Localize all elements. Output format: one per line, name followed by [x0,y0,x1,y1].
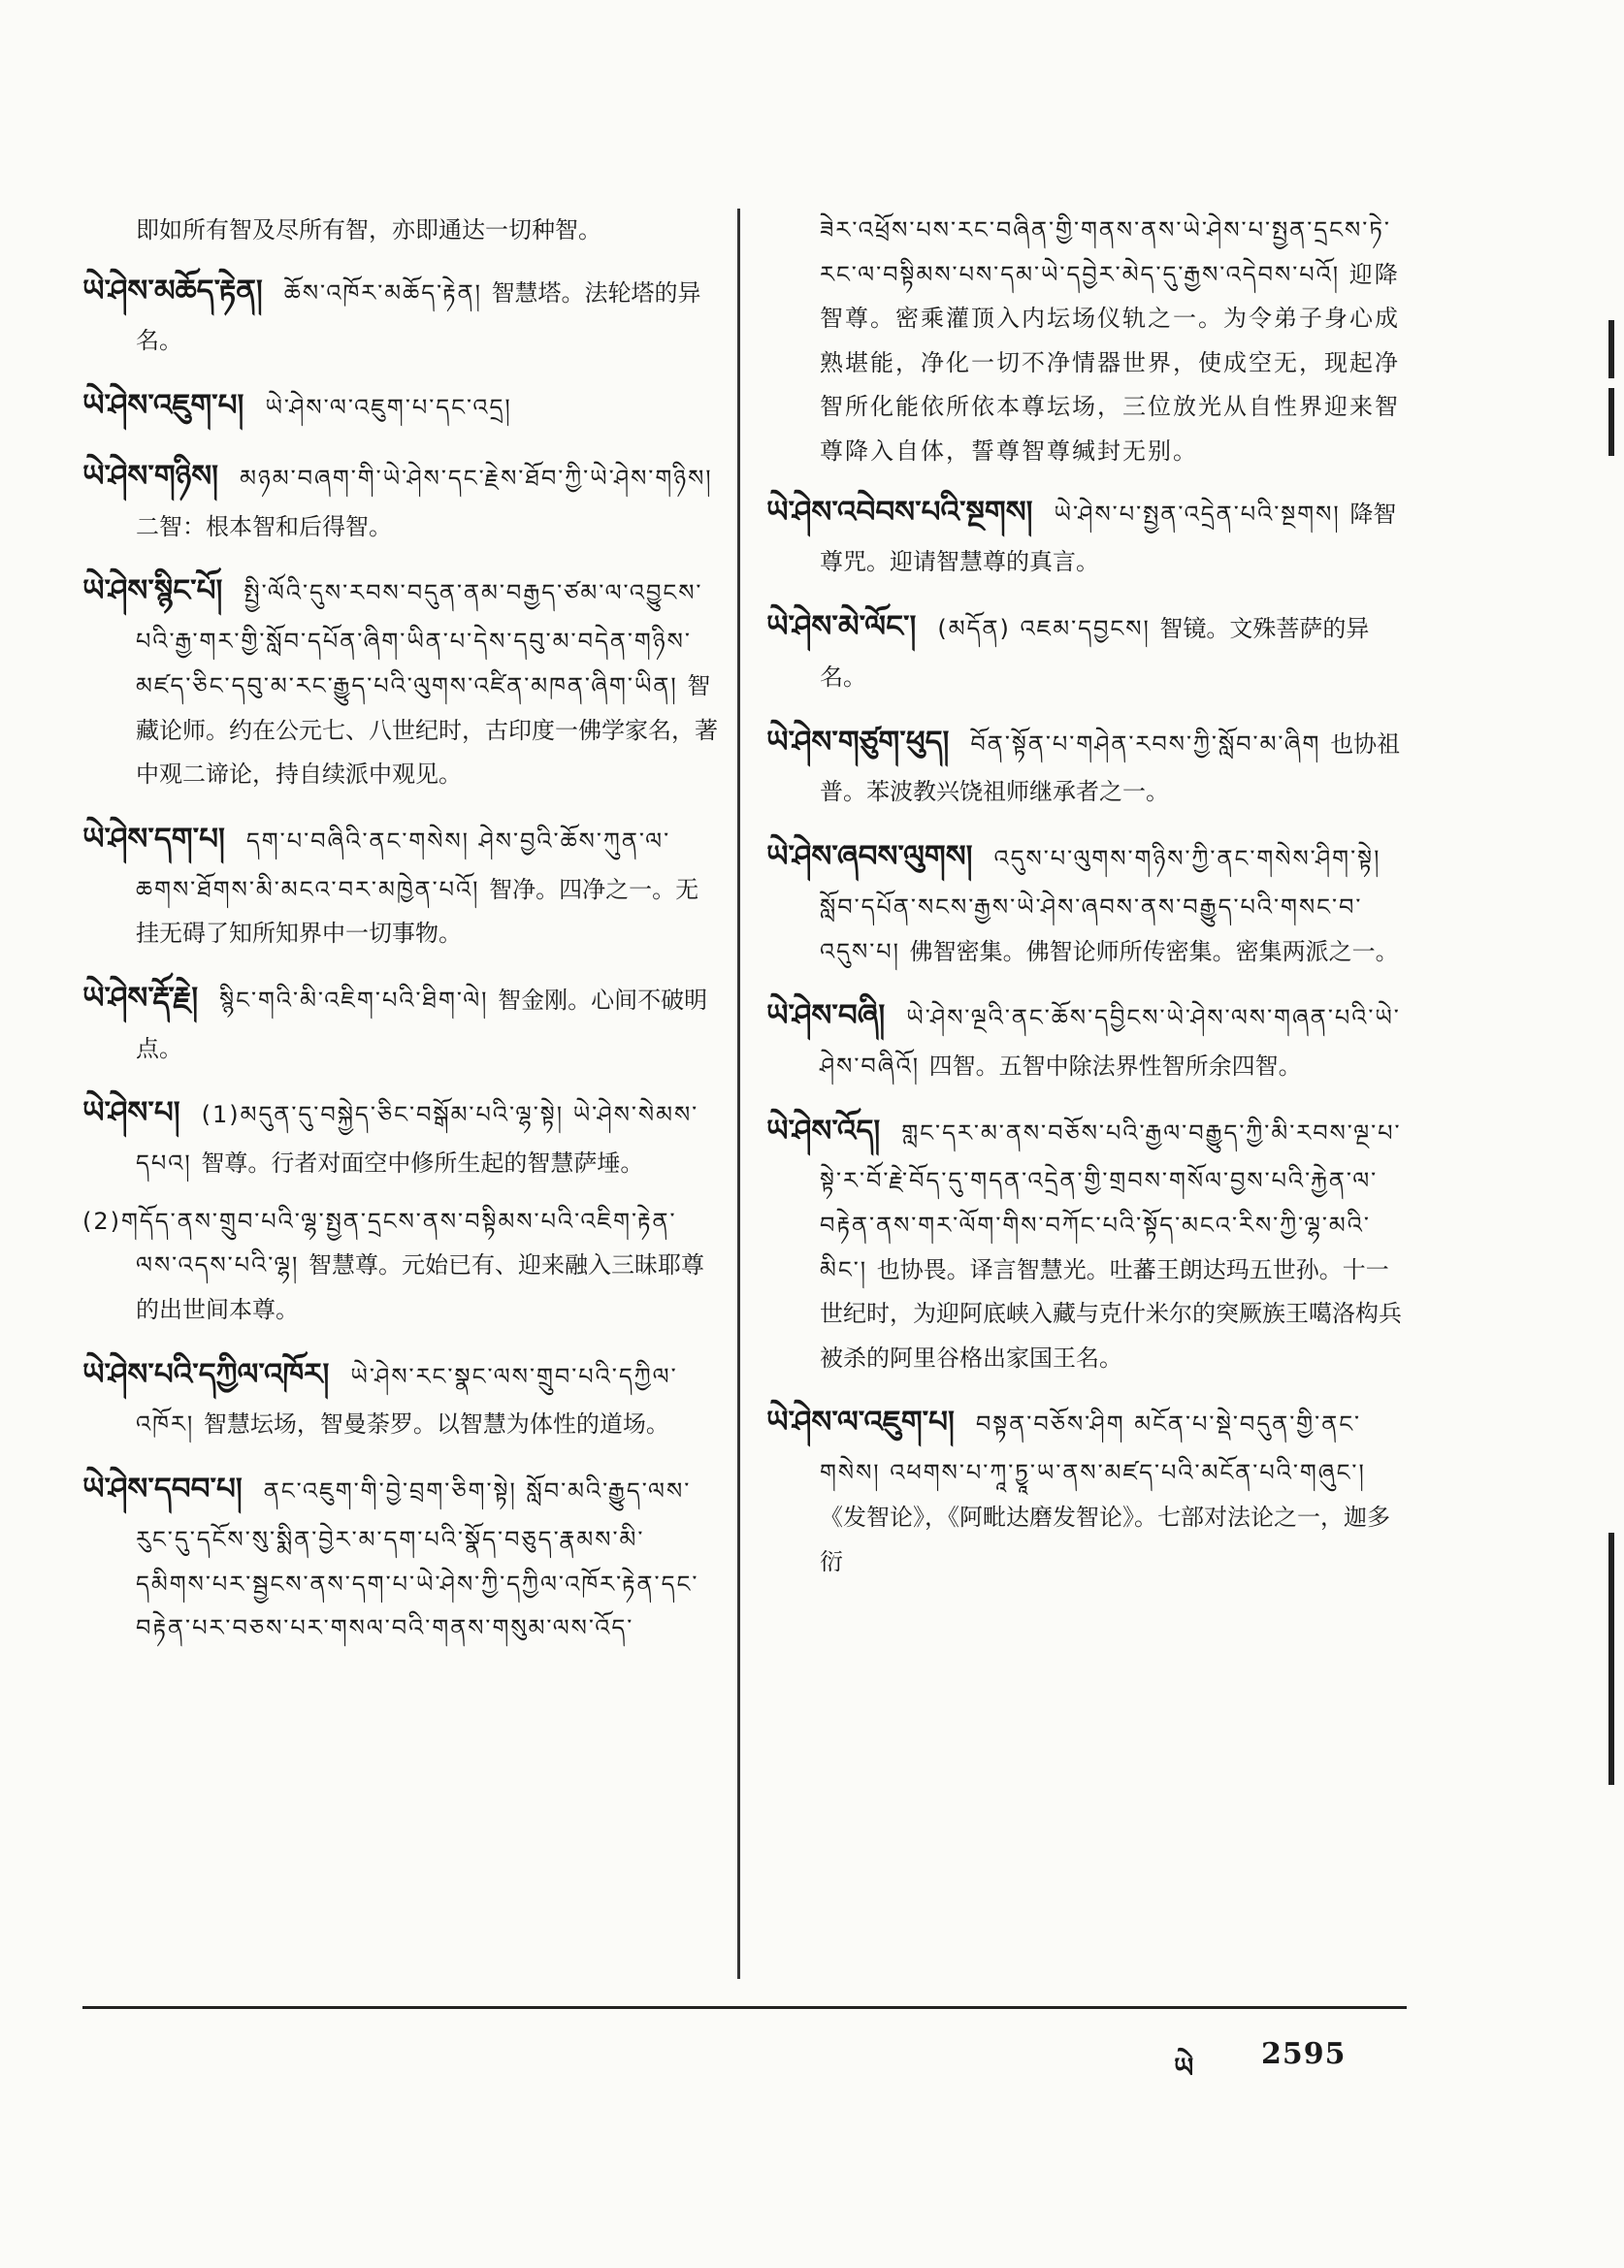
entry-tibetan-definition: གླང་དར་མ་ནས་བཅོས་པའི་རྒྱལ་བརྒྱུད་ཀྱི་མི་རབས་ལྔ་པ་སྟེ་ཪ་བོ་རྗེ་བོད་དུ་གདན་འདྲེན་གྱི་གྲབས་གསོལ་བྱས་པའི་རྐྱེན་ལ་བརྟེན་ནས་གར་ལོག་གིས་བཀོང་པའི་སྟོད་མངའ་རིས་ཀྱི་ལྷ་མའི་མིང་། [820,1118,1402,1283]
entry-continuation [82,209,718,253]
entry-headword: ཡེ་ཤེས་གཙུག་ཕུད། [766,724,950,760]
left-column [82,209,718,2003]
entry-chinese: 智慧塔。法轮塔的异名。 [136,278,701,355]
right-column [766,209,1407,2003]
entry-tibetan-definition: ནང་འཇུག་གི་བྱེ་བྲག་ཅིག་སྟེ། སློབ་མའི་རྒྱུད་ལས་རུང་དུ་དངོས་སུ་སྨིན་བྱེར་མ་དག་པའི་སྣོད་བཅུད་རྣམས་མི་དམིགས་པར་སྦྱངས་ནས་དག་པ་ཡེ་ཤེས་ཀྱི་དཀྱིལ་འཁོར་རྟེན་དང་བརྟེན་པར་བཅས་པར་གསལ་བའི་གནས་གསུམ་ལས་འོད་ [136,1477,699,1642]
entry-continuation [766,209,1407,474]
dictionary-entry [82,563,718,796]
entry-headword: ཡེ་ཤེས་ལ་འཇུག་པ། [766,1405,955,1441]
page-section-letter: ཡེ [1174,2052,1194,2084]
entry-headword: ཡེ་ཤེས་མཆོད་རྟེན། [82,273,263,308]
entry-headword: ཡེ་ཤེས་འོད། [766,1113,881,1149]
entry-headword: ཡེ་ཤེས་དབབ་པ། [82,1472,243,1507]
entry-headword: ཡེ་ཤེས་མེ་ལོང་། [766,609,917,645]
entry-chinese: 智藏论师。约在公元七、八世纪时，古印度一佛学家名，著中观二谛论，持自续派中观见。 [136,671,718,789]
entry-tibetan-definition: འདུས་པ་ལུགས་གཉིས་ཀྱི་ནང་གསེས་ཤིག་སྟེ། སློབ་དཔོན་སངས་རྒྱས་ཡེ་ཤེས་ཞབས་ནས་བརྒྱུད་པའི་གསང་བ་འདུས་པ། [820,845,1381,965]
entry-chinese: 智慧坛场，智曼荼罗。以智慧为体性的道场。 [203,1410,669,1439]
footer-rule [82,2006,1407,2009]
continuation-text: 即如所有智及尽所有智，亦即通达一切种智。 [136,216,601,243]
entry-tibetan-definition: བོན་སྟོན་པ་གཤེན་རབས་ཀྱི་སློབ་མ་ཞིག [970,729,1331,758]
entry-tibetan-definition: (2)གདོད་ནས་གྲུབ་པའི་ལྷ་སྤྱན་དྲངས་ནས་བསྟིམས་པའི་འཇིག་རྟེན་ལས་འདས་པའི་ལྷ། [82,1207,677,1280]
entry-headword: ཡེ་ཤེས་གཉིས། [82,458,219,494]
dictionary-entry [766,828,1407,974]
entry-tibetan-definition: ཡེ་ཤེས་ལྔའི་ནང་ཆོས་དབྱིངས་ཡེ་ཤེས་ལས་གཞན་པའི་ཡེ་ཤེས་བཞིའོ། [820,1004,1401,1080]
dictionary-entry [766,484,1407,585]
entry-chinese: 智尊。行者对面空中修所生起的智慧萨埵。 [201,1150,644,1178]
entry-tibetan-definition: ཡེ་ཤེས་རང་སྣང་ལས་གྲུབ་པའི་དཀྱིལ་འཁོར། [136,1362,678,1439]
dictionary-entry [766,714,1407,815]
entry-tibetan-definition: སྤྱི་ལོའི་དུས་རབས་བདུན་ནམ་བརྒྱད་ཙམ་ལ་འབྱུངས་པའི་རྒྱ་གར་གྱི་སློབ་དཔོན་ཞིག་ཡིན་པ་དེས་དབུ་མ་བདེན་གཉིས་མཛད་ཅིང་དབུ་མ་རང་རྒྱུད་པའི་ལུགས་འཛིན་མཁན་ཞིག་ཡིན། [136,579,703,699]
entry-chinese: 二智：根本智和后得智。 [136,512,392,540]
dictionary-entry [766,1394,1407,1584]
entry-tibetan-definition: ཡེ་ཤེས་པ་སྤྱན་འདྲེན་པའི་སྔགས། [1054,500,1350,528]
entry-chinese: 智镜。文殊菩萨的异名。 [820,615,1370,691]
entry-tibetan-definition: ཆོས་འཁོར་མཆོད་རྟེན། [283,278,492,307]
entry-chinese: 迎降智尊。密乘灌顶入内坛场仪轨之一。为令弟子身心成熟堪能，净化一切不净情器世界，使成空无，现起净智所化能依所依本尊坛场，三位放光从自性界迎来智尊降入自体，誓尊智尊缄封无别。 [820,260,1400,465]
dictionary-entry [766,599,1407,699]
entry-headword: ཡེ་ཤེས་ཞབས་ལུགས། [766,839,973,875]
entry-chinese: 四智。五智中除法界性智所余四智。 [928,1052,1302,1080]
continuation-text: ཟེར་འཕྲོས་པས་རང་བཞིན་གྱི་གནས་ནས་ཡེ་ཤེས་པ་སྤྱན་དྲངས་ཏེ་རང་ལ་བསྟིམས་པས་དམ་ཡེ་དབྱེར་མེད་དུ་རྒྱས་འདེབས་པའོ། 迎降智尊。密乘灌顶入内坛场仪轨之一。为令弟子身心成熟堪能，净化一切不净情器世界，使成空无，现起净智所化能依所依本尊坛场，三位放光从自性界迎来智尊降入自体，誓尊智尊缄封无别。 [820,216,1400,465]
dictionary-entry [82,377,718,435]
entry-headword: ཡེ་ཤེས་བཞི། [766,998,886,1034]
entry-chinese: 智金刚。心间不破明点。 [136,986,708,1062]
column-divider [737,209,740,1979]
entry-tibetan-definition: (མདོན) འཇམ་དབྱངས། [937,615,1160,643]
dictionary-entry [82,970,718,1071]
dictionary-entry [82,263,718,364]
dictionary-entry [82,448,718,549]
dictionary-entry [82,1346,718,1447]
entry-chinese: 也协祖普。苯波教兴饶祖师继承者之一。 [820,729,1401,806]
page-number: 2595 [1261,2037,1347,2071]
entry-tibetan-definition: མཉམ་བཞག་གི་ཡེ་ཤེས་དང་རྗེས་ཐོབ་ཀྱི་ཡེ་ཤེས་གཉིས། [240,464,713,492]
entry-tibetan-definition: དག་པ་བཞིའི་ནང་གསེས། ཤེས་བྱའི་ཆོས་ཀུན་ལ་ཆགས་ཐོགས་མི་མངའ་བར་མཁྱེན་པའོ། [136,826,671,903]
entry-headword: ཡེ་ཤེས་པ། [82,1095,180,1131]
entry-chinese: 《发智论》，《阿毗达磨发智论》。七部对法论之一，迦多衍 [820,1503,1390,1575]
entry-headword: ཡེ་ཤེས་རྡོ་རྗེ། [82,980,199,1016]
entry-tibetan-definition: ཡེ་ཤེས་ལ་འཇུག་པ་དང་འདྲ། [265,394,512,422]
entry-headword: ཡེ་ཤེས་པའི་དཀྱིལ་འཁོར། [82,1356,330,1392]
entry-headword: ཡེ་ཤེས་འབེབས་པའི་སྔགས། [766,494,1033,530]
dictionary-entry [766,1103,1407,1381]
dictionary-entry [766,988,1407,1088]
scan-edge-marks [1585,0,1624,2268]
entry-chinese: 也协畏。译言智慧光。吐蕃王朗达玛五世孙。十一世纪时，为迎阿底峡入藏与克什米尔的突厥族王噶洛构兵被杀的阿里谷格出家国王名。 [820,1255,1402,1372]
entry-chinese: 佛智密集。佛智论师所传密集。密集两派之一。 [909,937,1399,965]
dictionary-entry [82,1200,718,1333]
entry-headword: ཡེ་ཤེས་དག་པ། [82,821,225,857]
entry-tibetan-definition: བསྟན་བཅོས་ཤིག མངོན་པ་སྡེ་བདུན་གྱི་ནང་གསེས། འཕགས་པ་ཀཱ་ཏྱཱ་ཡ་ནས་མཛད་པའི་མངོན་པའི་གཞུང་། [820,1410,1366,1487]
entry-headword: ཡེ་ཤེས་འཇུག་པ། [82,388,244,424]
entry-tibetan-definition: (1)མདུན་དུ་བསྐྱེད་ཅིང་བསྒོམ་པའི་ལྷ་སྟེ། ཡེ་ཤེས་སེམས་དཔའ། [136,1101,699,1178]
entry-headword: ཡེ་ཤེས་སྙིང་པོ། [82,573,223,609]
entry-chinese: 智净。四净之一。无挂无碍了知所知界中一切事物。 [136,875,699,948]
dictionary-entry [82,1461,718,1651]
dictionary-entry [82,1085,718,1185]
entry-chinese: 降智尊咒。迎请智慧尊的真言。 [820,500,1397,576]
entry-chinese: 智慧尊。元始已有、迎来融入三昧耶尊的出世间本尊。 [136,1251,704,1323]
entry-tibetan-definition: སྙིང་གའི་མི་འཇིག་པའི་ཐིག་ལེ། [219,986,499,1014]
dictionary-entry [82,811,718,956]
